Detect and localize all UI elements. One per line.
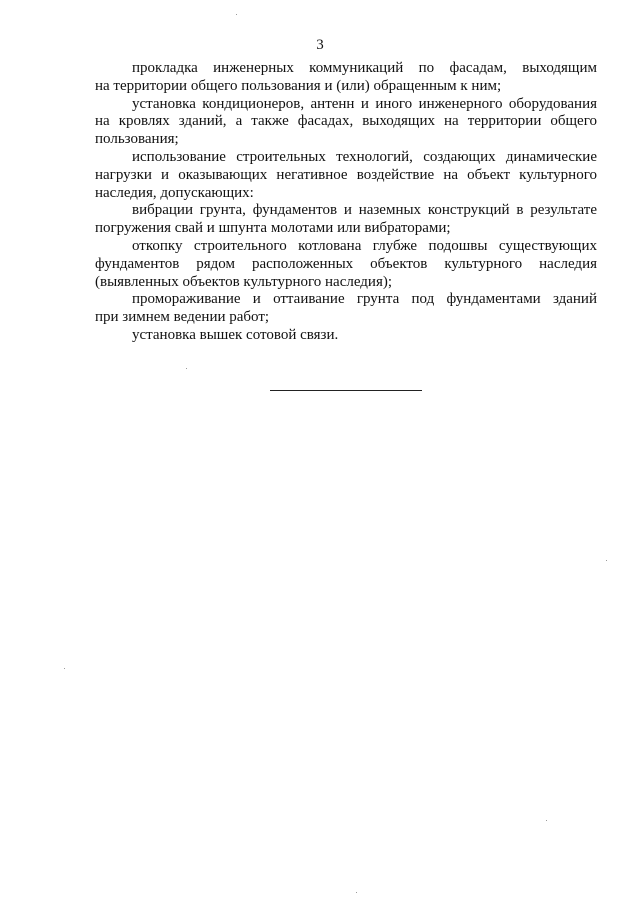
text-line: вибрации грунта, фундаментов и наземных конструкций в результате <box>132 202 597 219</box>
scan-speck <box>236 14 237 15</box>
text-line: использование строительных технологий, создающих динамические <box>132 148 597 165</box>
scan-speck <box>356 892 357 893</box>
text-line: установка кондиционеров, антенн и иного инженерного оборудования <box>132 95 597 112</box>
page-number: 3 <box>316 37 324 53</box>
text-line: пользования; <box>95 131 179 148</box>
scan-speck <box>546 820 547 821</box>
text-line: установка вышек сотовой связи. <box>132 326 339 343</box>
text-line: фундаментов рядом расположенных объектов культурного наследия <box>95 255 597 272</box>
scan-speck <box>186 368 187 369</box>
document-body <box>95 60 597 345</box>
text-line: промораживание и оттаивание грунта под фундаментами зданий <box>132 291 597 308</box>
text-line: нагрузки и оказывающих негативное воздействие на объект культурного <box>95 166 597 183</box>
paragraph-utility-lines <box>95 60 597 96</box>
text-line: наследия, допускающих: <box>95 184 254 201</box>
text-line: на территории общего пользования и (или) обращенным к ним; <box>95 77 502 94</box>
paragraph-vibration <box>95 202 597 238</box>
text-line: откопку строительного котлована глубже подошвы существующих <box>132 237 597 254</box>
text-line: на кровлях зданий, а также фасадах, выходящих на территории общего <box>95 113 597 130</box>
text-line: прокладка инженерных коммуникаций по фасадам, выходящим <box>132 60 597 76</box>
scan-speck <box>64 668 65 669</box>
paragraph-excavation <box>95 238 597 291</box>
paragraph-equipment-installation <box>95 96 597 149</box>
text-line: при зимнем ведении работ; <box>95 309 270 326</box>
paragraph-cell-towers <box>95 327 597 345</box>
scan-speck <box>606 560 607 561</box>
paragraph-construction-technologies <box>95 149 597 202</box>
text-line: погружения свай и шпунта молотами или вибраторами; <box>95 220 451 237</box>
paragraph-freezing <box>95 291 597 327</box>
end-of-text-rule <box>270 390 422 391</box>
text-line: (выявленных объектов культурного наследия); <box>95 273 393 290</box>
